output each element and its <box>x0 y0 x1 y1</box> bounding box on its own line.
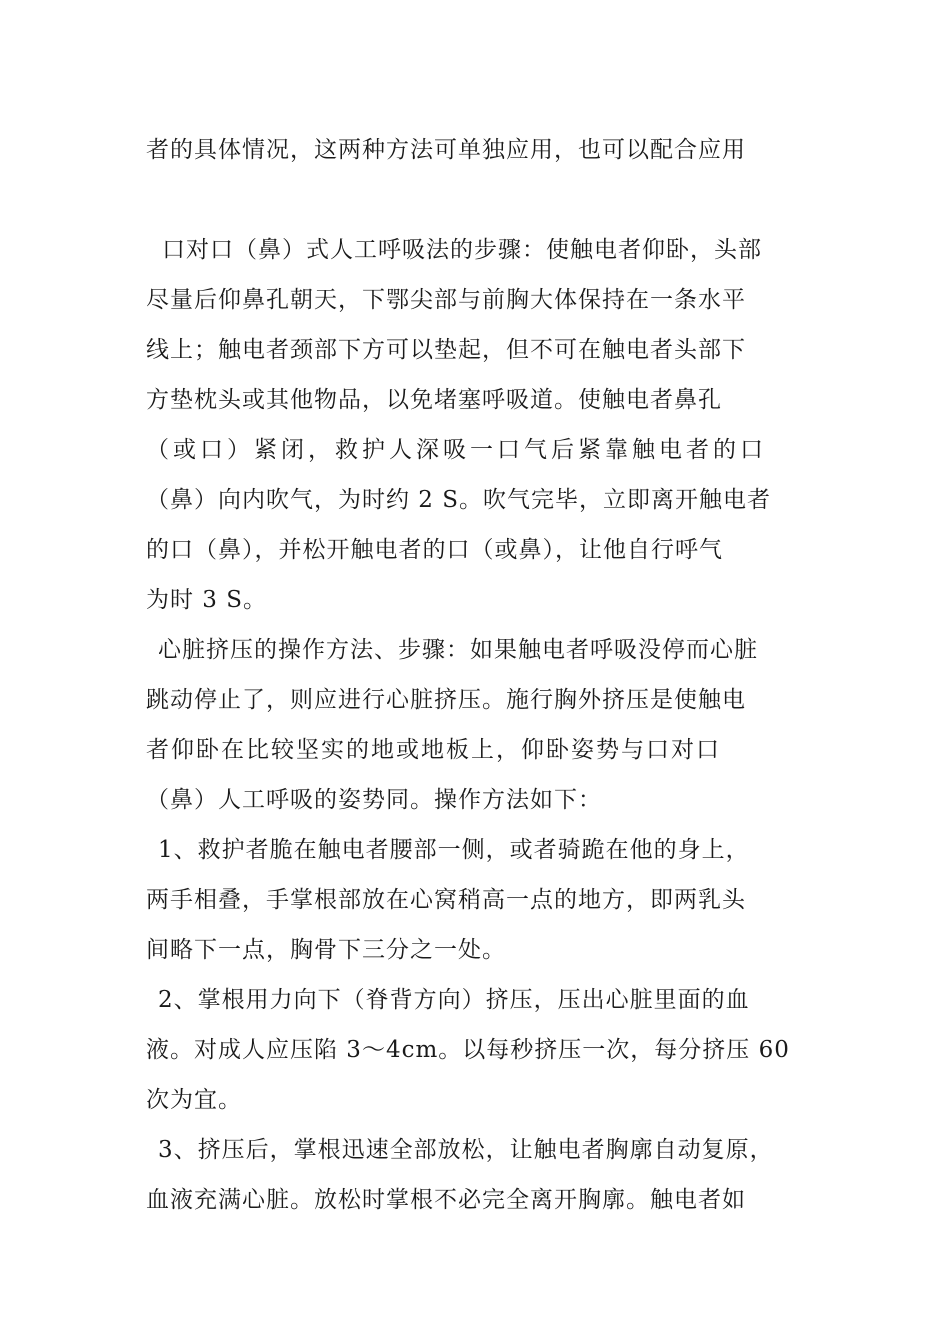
text-line: 3、挤压后，掌根迅速全部放松，让触电者胸廓自动复原， <box>158 1137 774 1163</box>
text-line: 者仰卧在比较坚实的地或地板上，仰卧姿势与口对口 <box>146 737 721 763</box>
text-line: 跳动停止了，则应进行心脏挤压。施行胸外挤压是使触电 <box>146 687 746 713</box>
text-line: 心脏挤压的操作方法、步骤：如果触电者呼吸没停而心脏 <box>158 637 758 663</box>
text-line: 口对口（鼻）式人工呼吸法的步骤：使触电者仰卧，头部 <box>162 237 762 263</box>
text-line: 间略下一点，胸骨下三分之一处。 <box>146 937 506 963</box>
step-2 <box>146 975 806 1125</box>
text-line: 两手相叠，手掌根部放在心窝稍高一点的地方，即两乳头 <box>146 887 746 913</box>
text-line: 尽量后仰鼻孔朝天，下鄂尖部与前胸大体保持在一条水平 <box>146 287 746 313</box>
text-line: 的口（鼻），并松开触电者的口（或鼻），让他自行呼气 <box>146 537 723 563</box>
paragraph-cardiac-compression <box>146 625 806 825</box>
text-line: 液。对成人应压陷 3～4cm。以每秒挤压一次，每分挤压 60 <box>146 1037 790 1063</box>
step-1 <box>146 825 806 975</box>
text-line: 线上；触电者颈部下方可以垫起，但不可在触电者头部下 <box>146 337 746 363</box>
text-line: （或口）紧闭，救护人深吸一口气后紧靠触电者的口 <box>146 437 767 463</box>
text-line: （鼻）向内吹气，为时约 2 S。吹气完毕，立即离开触电者 <box>146 487 772 513</box>
text-line: （鼻）人工呼吸的姿势同。操作方法如下： <box>146 787 602 813</box>
paragraph-intro-tail <box>146 125 806 175</box>
text-line: 2、掌根用力向下（脊背方向）挤压，压出心脏里面的血 <box>158 987 750 1013</box>
text-line: 者的具体情况，这两种方法可单独应用，也可以配合应用 <box>146 137 746 163</box>
text-line: 血液充满心脏。放松时掌根不必完全离开胸廓。触电者如 <box>146 1187 746 1213</box>
text-line: 方垫枕头或其他物品，以免堵塞呼吸道。使触电者鼻孔 <box>146 387 722 413</box>
step-3 <box>146 1125 806 1225</box>
text-line: 次为宜。 <box>146 1087 242 1113</box>
text-line: 为时 3 S。 <box>146 587 268 613</box>
text-line: 1、救护者脆在触电者腰部一侧，或者骑跪在他的身上， <box>158 837 750 863</box>
paragraph-mouth-to-mouth <box>146 225 806 625</box>
